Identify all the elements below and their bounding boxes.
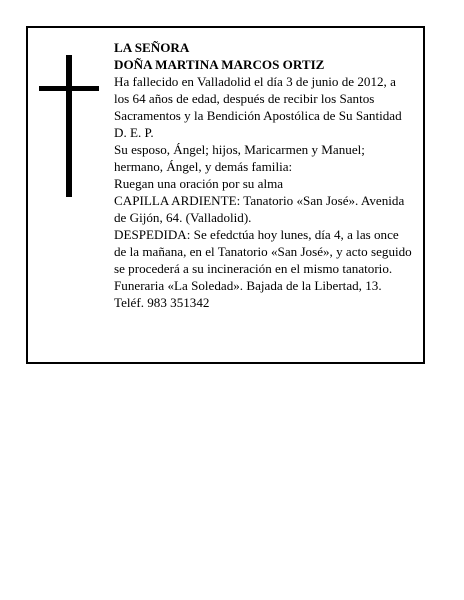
notice-line-farewell-3: se procederá a su incineración en el mismo tanatorio. (114, 261, 393, 276)
notice-line-age: los 64 años de edad, después de recibir los Santos (114, 91, 375, 106)
notice-line-funeral-home: Funeraria «La Soledad». Bajada de la Libertad, 13. (114, 278, 382, 293)
notice-body (114, 39, 426, 311)
notice-line-sacraments: Sacramentos y la Bendición Apostólica de Su Santidad (114, 108, 402, 123)
notice-line-phone: Teléf. 983 351342 (114, 295, 210, 310)
deceased-name: DOÑA MARTINA MARCOS ORTIZ (114, 57, 325, 72)
notice-line-chapel-2: de Gijón, 64. (Valladolid). (114, 210, 252, 225)
notice-line-farewell-2: de la mañana, en el Tanatorio «San José», y acto seguido (114, 244, 412, 259)
notice-line-dep: D. E. P. (114, 125, 154, 140)
notice-line-death: Ha fallecido en Valladolid el día 3 de junio de 2012, a (114, 74, 396, 89)
cross-vertical-bar (66, 55, 72, 197)
notice-heading-title: LA SEÑORA (114, 40, 190, 55)
notice-line-prayer: Ruegan una oración por su alma (114, 176, 284, 191)
notice-line-chapel-1: CAPILLA ARDIENTE: Tanatorio «San José». Avenida (114, 193, 405, 208)
cross-horizontal-bar (39, 86, 99, 91)
notice-line-farewell-1: DESPEDIDA: Se efedctúa hoy lunes, día 4, a las once (114, 227, 399, 242)
notice-line-family-1: Su esposo, Ángel; hijos, Maricarmen y Manuel; (114, 142, 365, 157)
latin-cross-icon (28, 28, 108, 228)
notice-line-family-2: hermano, Ángel, y demás familia: (114, 159, 293, 174)
obituary-notice (26, 26, 425, 364)
